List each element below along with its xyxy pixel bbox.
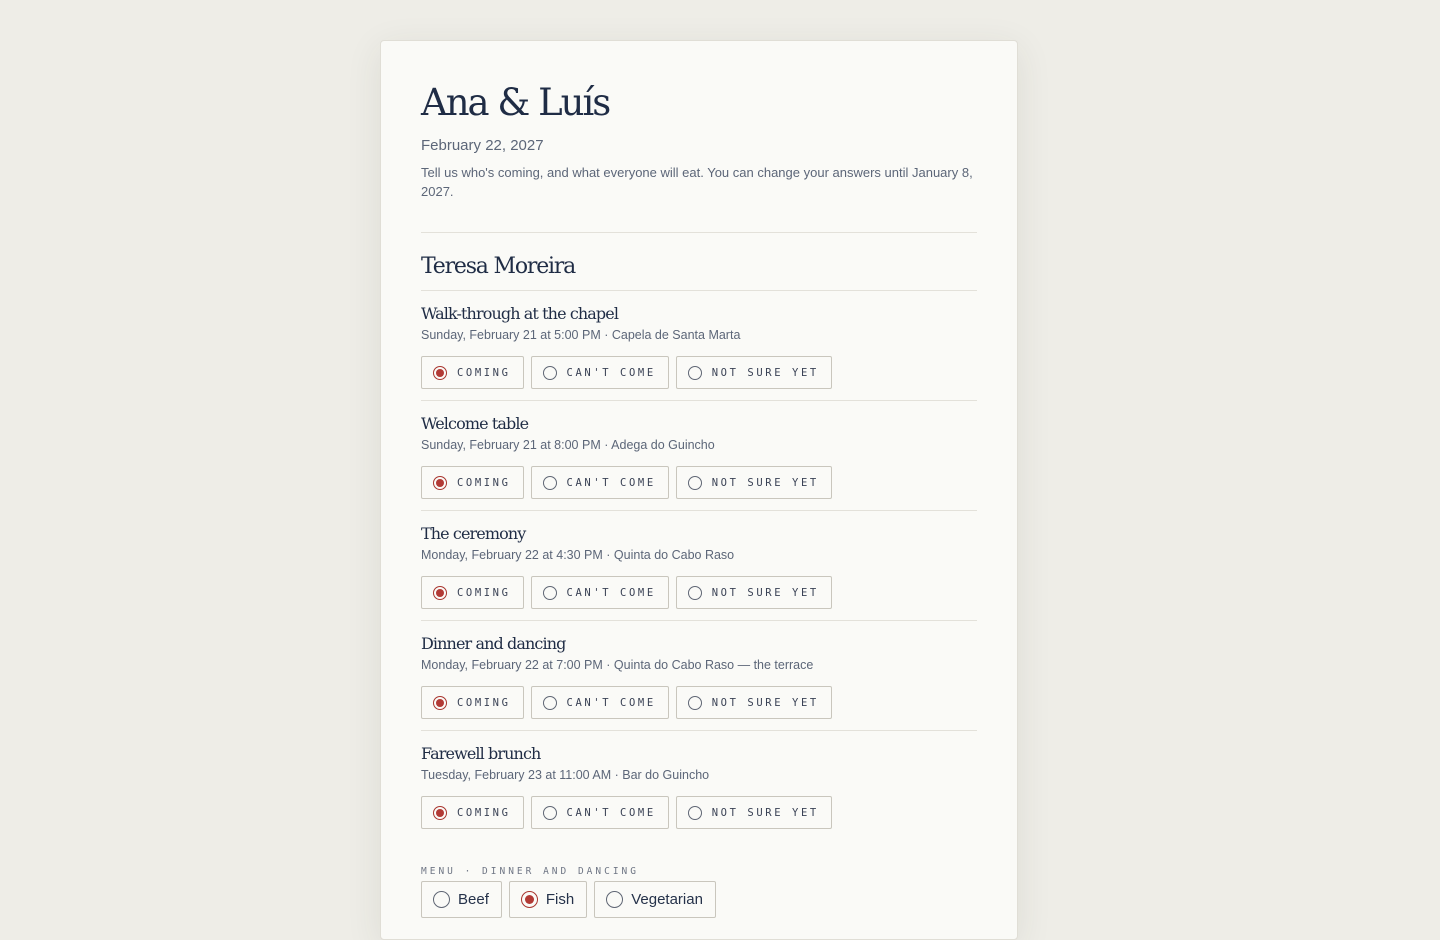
rsvp-option-not-sure-yet[interactable] — [676, 356, 832, 389]
radio-empty-icon — [688, 366, 702, 380]
rsvp-option-coming[interactable] — [421, 576, 524, 609]
radio-empty-icon — [543, 806, 557, 820]
rsvp-options — [421, 686, 977, 719]
rsvp-option-not-sure-yet[interactable] — [676, 466, 832, 499]
radio-selected-icon — [433, 806, 447, 820]
rsvp-options — [421, 466, 977, 499]
radio-selected-icon — [433, 476, 447, 490]
menu-label: MENU · DINNER AND DANCING — [421, 866, 639, 877]
rsvp-option-label: COMING — [457, 366, 511, 379]
radio-empty-icon — [543, 586, 557, 600]
guest-name: Teresa Moreira — [421, 233, 977, 291]
menu-option-label: Beef — [458, 891, 489, 908]
radio-selected-icon — [433, 696, 447, 710]
radio-empty-icon — [543, 696, 557, 710]
radio-empty-icon — [688, 806, 702, 820]
couple-names: Ana & Luís — [421, 81, 610, 124]
rsvp-option-label: COMING — [457, 806, 511, 819]
rsvp-option-label: CAN'T COME — [566, 586, 656, 599]
rsvp-option-can-t-come[interactable] — [531, 796, 669, 829]
rsvp-option-not-sure-yet[interactable] — [676, 686, 832, 719]
rsvp-option-not-sure-yet[interactable] — [676, 576, 832, 609]
radio-selected-icon — [433, 586, 447, 600]
rsvp-option-label: CAN'T COME — [566, 476, 656, 489]
event-title: Farewell brunch — [421, 744, 541, 763]
radio-empty-icon — [543, 476, 557, 490]
rsvp-option-coming[interactable] — [421, 356, 524, 389]
event-meta: Monday, February 22 at 7:00 PM · Quinta do Cabo Raso — the terrace — [421, 658, 814, 672]
rsvp-option-label: CAN'T COME — [566, 806, 656, 819]
event-meta: Tuesday, February 23 at 11:00 AM · Bar do Guincho — [421, 768, 710, 782]
event-meta: Monday, February 22 at 4:30 PM · Quinta do Cabo Raso — [421, 548, 735, 562]
rsvp-option-can-t-come[interactable] — [531, 576, 669, 609]
rsvp-option-can-t-come[interactable] — [531, 686, 669, 719]
event-title: Welcome table — [421, 414, 529, 433]
radio-empty-icon — [543, 366, 557, 380]
rsvp-card — [380, 40, 1018, 940]
rsvp-option-coming[interactable] — [421, 686, 524, 719]
rsvp-options — [421, 576, 977, 609]
rsvp-option-label: NOT SURE YET — [711, 696, 819, 709]
rsvp-option-coming[interactable] — [421, 466, 524, 499]
event-walk-through-at-the-chapel — [421, 291, 977, 401]
wedding-date: February 22, 2027 — [421, 137, 544, 154]
radio-empty-icon — [688, 586, 702, 600]
rsvp-option-label: COMING — [457, 476, 511, 489]
event-meta: Sunday, February 21 at 8:00 PM · Adega do Guincho — [421, 438, 715, 452]
event-title: Dinner and dancing — [421, 634, 566, 653]
rsvp-option-not-sure-yet[interactable] — [676, 796, 832, 829]
event-farewell-brunch — [421, 731, 977, 841]
rsvp-option-label: NOT SURE YET — [711, 476, 819, 489]
event-title: The ceremony — [421, 524, 526, 543]
rsvp-option-label: NOT SURE YET — [711, 586, 819, 599]
intro-text: Tell us who's coming, and what everyone will eat. You can change your answers until January 8, 2027. — [421, 165, 973, 199]
radio-empty-icon — [688, 696, 702, 710]
rsvp-option-label: NOT SURE YET — [711, 366, 819, 379]
rsvp-option-label: COMING — [457, 586, 511, 599]
menu-option-label: Fish — [545, 891, 575, 908]
rsvp-options — [421, 796, 977, 829]
rsvp-option-coming[interactable] — [421, 796, 524, 829]
event-meta: Sunday, February 21 at 5:00 PM · Capela de Santa Marta — [421, 328, 741, 342]
event-welcome-table — [421, 401, 977, 511]
rsvp-option-can-t-come[interactable] — [531, 356, 669, 389]
rsvp-option-can-t-come[interactable] — [531, 466, 669, 499]
event-list — [421, 291, 977, 841]
rsvp-option-label: NOT SURE YET — [711, 806, 819, 819]
event-dinner-and-dancing — [421, 621, 977, 731]
rsvp-option-label: CAN'T COME — [566, 696, 656, 709]
rsvp-option-label: COMING — [457, 696, 511, 709]
event-title: Walk-through at the chapel — [421, 304, 619, 323]
radio-empty-icon — [688, 476, 702, 490]
rsvp-options — [421, 356, 977, 389]
rsvp-option-label: CAN'T COME — [566, 366, 656, 379]
event-the-ceremony — [421, 511, 977, 621]
radio-selected-icon — [433, 366, 447, 380]
menu-option-label: Vegetarian — [631, 891, 703, 908]
